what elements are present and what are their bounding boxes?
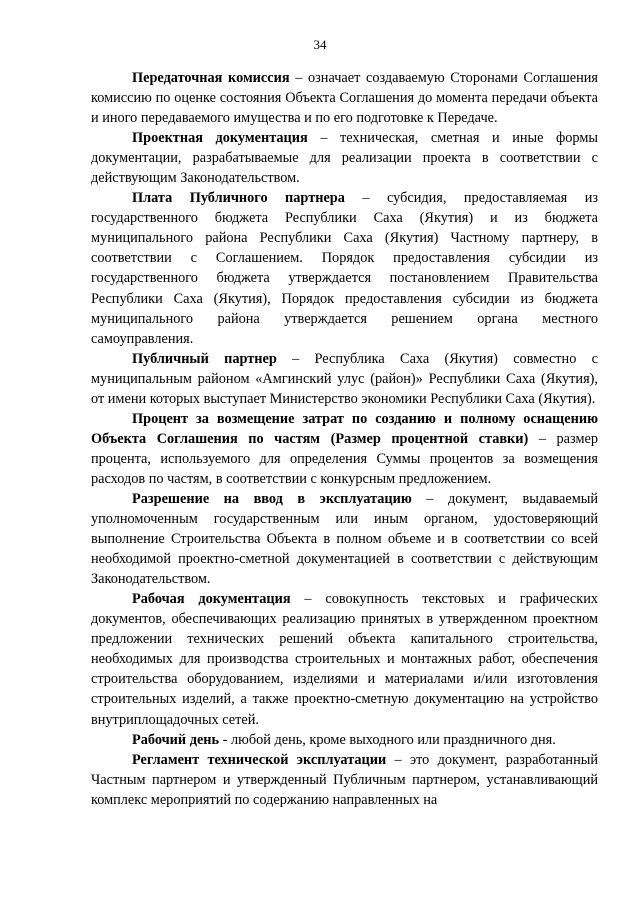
definition-text: – Республика Саха (Якутия) совместно с муниципальным районом «Амгинский улус (район)» Республики Саха (Якутия), от имени которых выступает Министерство экономики Республики Саха (Якутия). — [91, 350, 598, 407]
definition-text: – техническая, сметная и иные формы документации, разрабатываемые для реализации проекта в соответствии с действующим Законодательством. — [91, 130, 599, 187]
definition-publichnyi-partner — [91, 349, 598, 409]
definition-procent-za-vozmeshchenie — [91, 409, 598, 489]
definition-text: – означает создаваемую Сторонами Соглашения комиссию по оценке состояния Объекта Соглашения до момента передачи объекта и иного передаваемого имущества и по его подготовке к Передаче. — [91, 70, 598, 127]
definition-proektnaya-dokumentaciya — [91, 128, 598, 188]
definition-razreshenie-na-vvod — [91, 489, 598, 589]
definition-plata-publichnogo-partnera — [91, 188, 598, 348]
definition-term: Рабочая документация — [132, 591, 291, 608]
page-number: 34 — [313, 37, 327, 52]
definition-term: Регламент технической эксплуатации — [132, 751, 387, 768]
definition-term: Публичный партнер — [132, 350, 277, 367]
definitions-list — [91, 68, 598, 810]
definition-term: Плата Публичного партнера — [132, 190, 345, 207]
definition-text: – документ, выдаваемый уполномоченным государственным или иным органом, удостоверяющий выполнение Строительства Объекта в полном объеме и в соответствии со всей необходимой проектно-сметной документацией в соответствии с действующим Законодательством. — [91, 490, 598, 588]
definition-term: Проектная документация — [132, 130, 308, 147]
definition-peredatochnaya-komissiya — [91, 68, 598, 128]
definition-term: Процент за возмещение затрат по созданию и полному оснащению Объекта Соглашения по частям (Размер процентной ставки) — [91, 410, 598, 447]
definition-text: – размер процента, используемого для определения Суммы процентов за возмещения расходов по частям, в соответствии с конкурсным предложением. — [91, 430, 598, 487]
definition-term: Передаточная комиссия — [132, 70, 290, 86]
definition-text: - любой день, кроме выходного или праздничного дня. — [219, 731, 556, 748]
definition-term: Рабочий день — [132, 731, 220, 748]
definition-text: – совокупность текстовых и графических документов, обеспечивающих реализацию принятых в утвержденном проектном предложении технических решений объекта капитального строительства, необходимых для производства строительных и монтажных работ, обеспечения строительства оборудованием, изделиями и материалами и/или изготовления строительных изделий, а также проектно-сметную документацию на устройство внутриплощадочных сетей. — [91, 591, 598, 728]
definition-text: – субсидия, предоставляемая из государственного бюджета Республики Саха (Якутия) и из бюджета муниципального района Республики Саха (Якутия) Частному партнеру, в соответствии с Соглашением. Порядок предоставления субсидии из государственного бюджета утверждается постановлением Правительства Республики Саха (Якутия), Порядок предоставления субсидии из бюджета муниципального района утверждается решением органа местного самоуправления. — [91, 190, 598, 347]
definition-rabochii-den — [91, 730, 598, 750]
definition-term: Разрешение на ввод в эксплуатацию — [132, 490, 412, 507]
definition-reglament-tekhnicheskoi-ekspluatacii — [91, 750, 598, 810]
definition-rabochaya-dokumentaciya — [91, 589, 598, 729]
definition-text: – это документ, разработанный Частным партнером и утвержденный Публичным партнером, устанавливающий комплекс мероприятий по содержанию направленных на — [91, 751, 598, 808]
